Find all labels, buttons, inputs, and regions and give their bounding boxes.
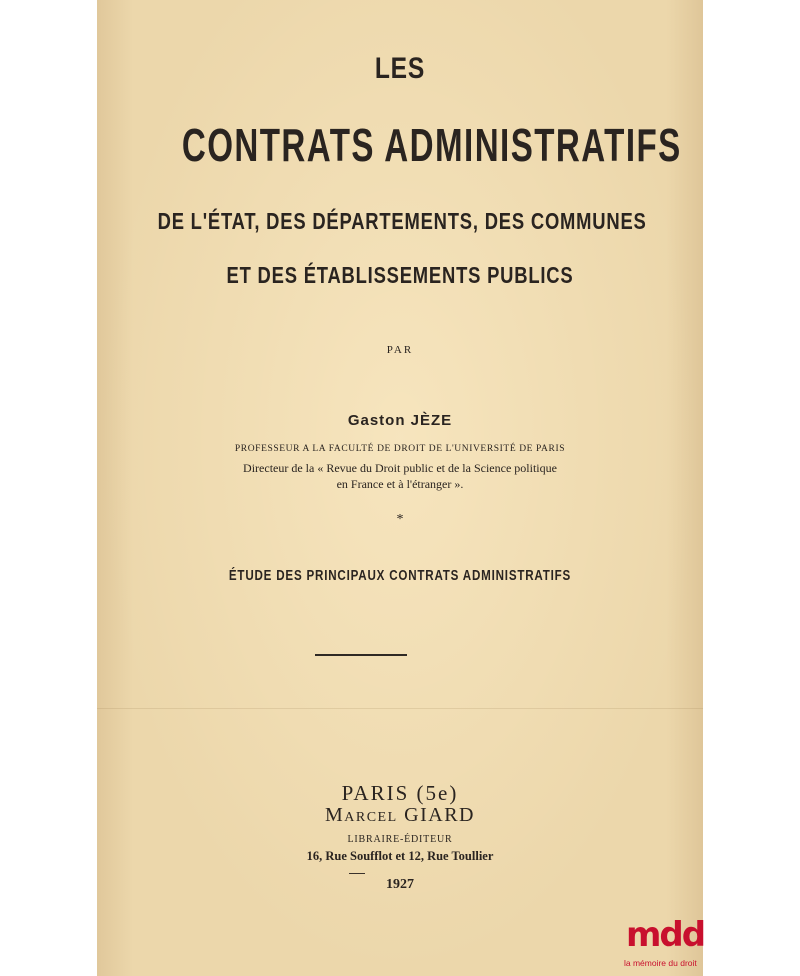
section-rule — [315, 654, 407, 656]
volume-mark: * — [396, 512, 404, 527]
publisher-name: Marcel GIARD — [324, 804, 475, 826]
logo-mark: mdd — [626, 915, 705, 955]
title-page-scan — [97, 0, 703, 976]
author-title: PROFESSEUR A LA FACULTÉ DE DROIT DE L'UNIVERSITÉ DE PARIS — [234, 444, 566, 454]
subtitle-line-2: ET DES ÉTABLISSEMENTS PUBLICS — [226, 262, 574, 288]
director-line-1: Directeur de la « Revue du Droit public et de la Science politique — [243, 461, 557, 475]
imprint-city — [97, 781, 703, 806]
author-name: Gaston JÈZE — [347, 412, 453, 429]
publication-year: 1927 — [386, 877, 414, 892]
city-name: PARIS — [341, 781, 410, 805]
subtitle-line-1: DE L'ÉTAT, DES DÉPARTEMENTS, DES COMMUNES — [157, 208, 647, 234]
volume-title: ÉTUDE DES PRINCIPAUX CONTRATS ADMINISTRATIFS — [228, 568, 572, 584]
publisher-address: 16, Rue Soufflot et 12, Rue Toullier — [306, 849, 494, 863]
logo-tagline: la mémoire du droit — [624, 958, 697, 968]
page-fold-line — [97, 708, 703, 709]
title-top: LES — [374, 52, 426, 85]
director-line-2: en France et à l'étranger ». — [336, 477, 464, 491]
publisher-role: LIBRAIRE-ÉDITEUR — [347, 834, 453, 845]
mdd-logo — [624, 915, 705, 974]
main-title: CONTRATS ADMINISTRATIFS — [181, 119, 682, 171]
arrondissement: (5e) — [416, 781, 459, 805]
year-dash — [349, 873, 365, 874]
par-label: PAR — [386, 344, 414, 356]
